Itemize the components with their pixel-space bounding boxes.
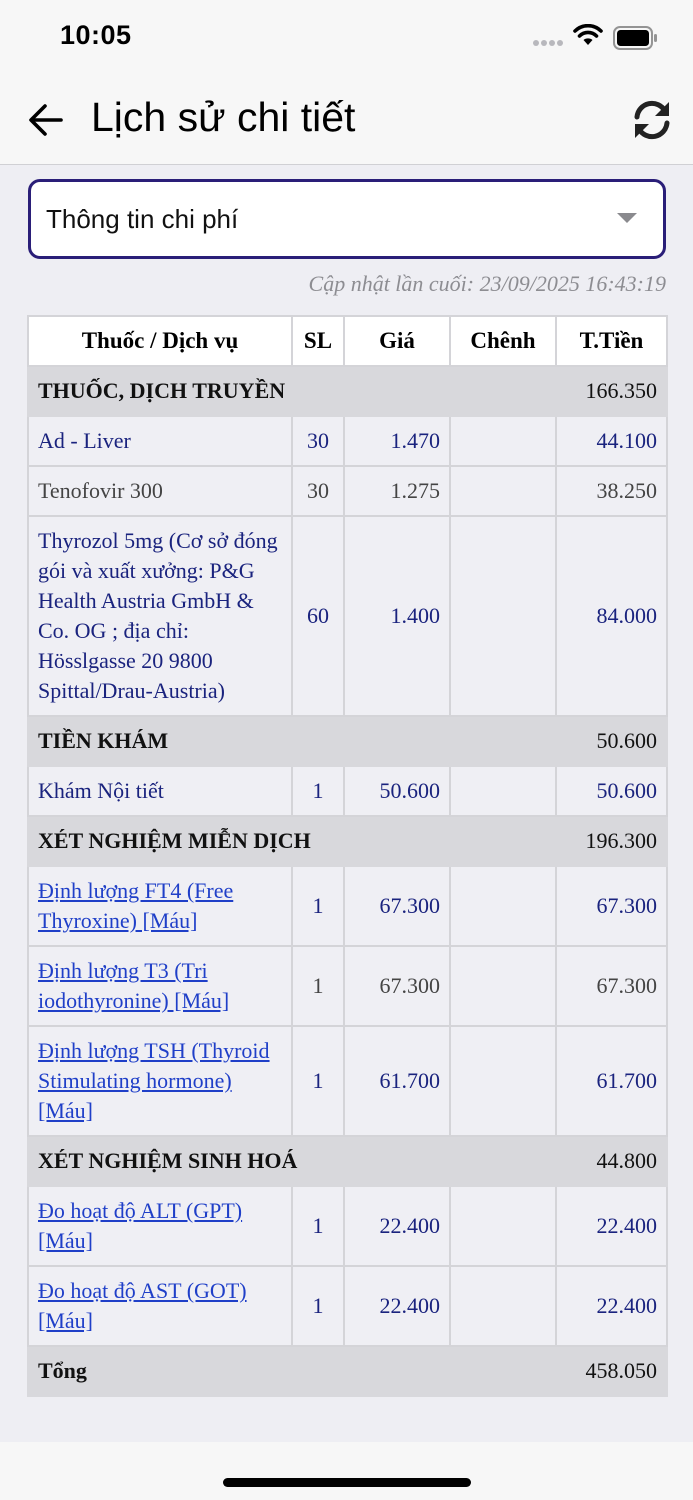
group-header-row	[28, 366, 667, 416]
grand-total-label: Tổng	[28, 1346, 556, 1396]
header-service: Thuốc / Dịch vụ	[28, 316, 292, 366]
diff-cell	[450, 1026, 556, 1136]
group-name: XÉT NGHIỆM MIỄN DỊCH	[28, 816, 556, 866]
group-name: THUỐC, DỊCH TRUYỀN	[28, 366, 556, 416]
total-cell: 44.100	[556, 416, 667, 466]
total-cell: 67.300	[556, 866, 667, 946]
status-bar	[0, 0, 693, 74]
table-row	[28, 416, 667, 466]
table-header-row	[28, 316, 667, 366]
last-updated-text: Cập nhật lần cuối: 23/09/2025 16:43:19	[308, 271, 666, 296]
table-row	[28, 516, 667, 716]
table-row[interactable]	[28, 1026, 667, 1136]
caret-down-icon	[617, 213, 637, 223]
price-cell: 1.470	[344, 416, 450, 466]
group-total: 44.800	[556, 1136, 667, 1186]
price-cell: 67.300	[344, 866, 450, 946]
diff-cell	[450, 416, 556, 466]
total-cell: 67.300	[556, 946, 667, 1026]
service-name-cell: Tenofovir 300	[28, 466, 292, 516]
service-link[interactable]: Định lượng TSH (Thyroid Stimulating hormone) [Máu]	[38, 1038, 270, 1123]
total-cell: 38.250	[556, 466, 667, 516]
service-name-cell[interactable]	[28, 946, 292, 1026]
table-row	[28, 766, 667, 816]
service-name-cell: Khám Nội tiết	[28, 766, 292, 816]
qty-cell: 1	[292, 1266, 344, 1346]
header-total: T.Tiền	[556, 316, 667, 366]
price-cell: 50.600	[344, 766, 450, 816]
diff-cell	[450, 766, 556, 816]
battery-icon	[613, 26, 659, 50]
service-name-cell[interactable]	[28, 1266, 292, 1346]
group-total: 196.300	[556, 816, 667, 866]
page-title: Lịch sử chi tiết	[91, 94, 356, 140]
service-link[interactable]: Đo hoạt độ ALT (GPT) [Máu]	[38, 1198, 243, 1253]
price-cell: 22.400	[344, 1266, 450, 1346]
total-cell: 50.600	[556, 766, 667, 816]
diff-cell	[450, 866, 556, 946]
service-link[interactable]: Đo hoạt độ AST (GOT) [Máu]	[38, 1278, 247, 1333]
grand-total-row	[28, 1346, 667, 1396]
group-total: 166.350	[556, 366, 667, 416]
service-name-cell: Ad - Liver	[28, 416, 292, 466]
select-value: Thông tin chi phí	[46, 204, 239, 234]
qty-cell: 1	[292, 946, 344, 1026]
qty-cell: 30	[292, 466, 344, 516]
group-name: TIỀN KHÁM	[28, 716, 556, 766]
diff-cell	[450, 466, 556, 516]
arrow-left-icon	[31, 106, 61, 134]
total-cell: 84.000	[556, 516, 667, 716]
diff-cell	[450, 946, 556, 1026]
status-time: 10:05	[60, 20, 132, 50]
qty-cell: 1	[292, 1026, 344, 1136]
table-row[interactable]	[28, 1186, 667, 1266]
diff-cell	[450, 1266, 556, 1346]
qty-cell: 1	[292, 1186, 344, 1266]
table-body	[28, 366, 667, 1396]
group-header-row	[28, 716, 667, 766]
group-header-row	[28, 816, 667, 866]
table-row	[28, 466, 667, 516]
qty-cell: 1	[292, 866, 344, 946]
group-name: XÉT NGHIỆM SINH HOÁ	[28, 1136, 556, 1186]
diff-cell	[450, 1186, 556, 1266]
table-row[interactable]	[28, 946, 667, 1026]
cost-type-select[interactable]	[28, 179, 666, 259]
price-cell: 67.300	[344, 946, 450, 1026]
header-diff: Chênh	[450, 316, 556, 366]
home-indicator[interactable]	[223, 1478, 471, 1487]
price-cell: 1.275	[344, 466, 450, 516]
price-cell: 22.400	[344, 1186, 450, 1266]
price-cell: 1.400	[344, 516, 450, 716]
total-cell: 22.400	[556, 1266, 667, 1346]
group-header-row	[28, 1136, 667, 1186]
total-cell: 61.700	[556, 1026, 667, 1136]
qty-cell: 30	[292, 416, 344, 466]
service-link[interactable]: Định lượng T3 (Tri iodothyronine) [Máu]	[38, 958, 230, 1013]
total-cell: 22.400	[556, 1186, 667, 1266]
price-cell: 61.700	[344, 1026, 450, 1136]
service-name-cell[interactable]	[28, 866, 292, 946]
header-price: Giá	[344, 316, 450, 366]
table-row[interactable]	[28, 866, 667, 946]
cellular-signal-icon	[533, 40, 565, 48]
nav-bar	[0, 74, 693, 165]
service-name-cell: Thyrozol 5mg (Cơ sở đóng gói và xuất xưởng: P&G Health Austria GmbH & Co. OG ; địa chỉ: Hösslgasse 20 9800 Spittal/Drau-Austria)	[28, 516, 292, 716]
qty-cell: 1	[292, 766, 344, 816]
back-button[interactable]	[24, 98, 68, 142]
service-name-cell[interactable]	[28, 1186, 292, 1266]
wifi-icon	[573, 24, 603, 46]
diff-cell	[450, 516, 556, 716]
cost-table	[27, 315, 668, 1397]
refresh-button[interactable]	[628, 96, 676, 144]
refresh-icon	[637, 103, 667, 136]
grand-total-value: 458.050	[556, 1346, 667, 1396]
service-name-cell[interactable]	[28, 1026, 292, 1136]
header-qty: SL	[292, 316, 344, 366]
table-row[interactable]	[28, 1266, 667, 1346]
bottom-safe-area	[0, 1442, 693, 1500]
group-total: 50.600	[556, 716, 667, 766]
service-link[interactable]: Định lượng FT4 (Free Thyroxine) [Máu]	[38, 878, 234, 933]
qty-cell: 60	[292, 516, 344, 716]
